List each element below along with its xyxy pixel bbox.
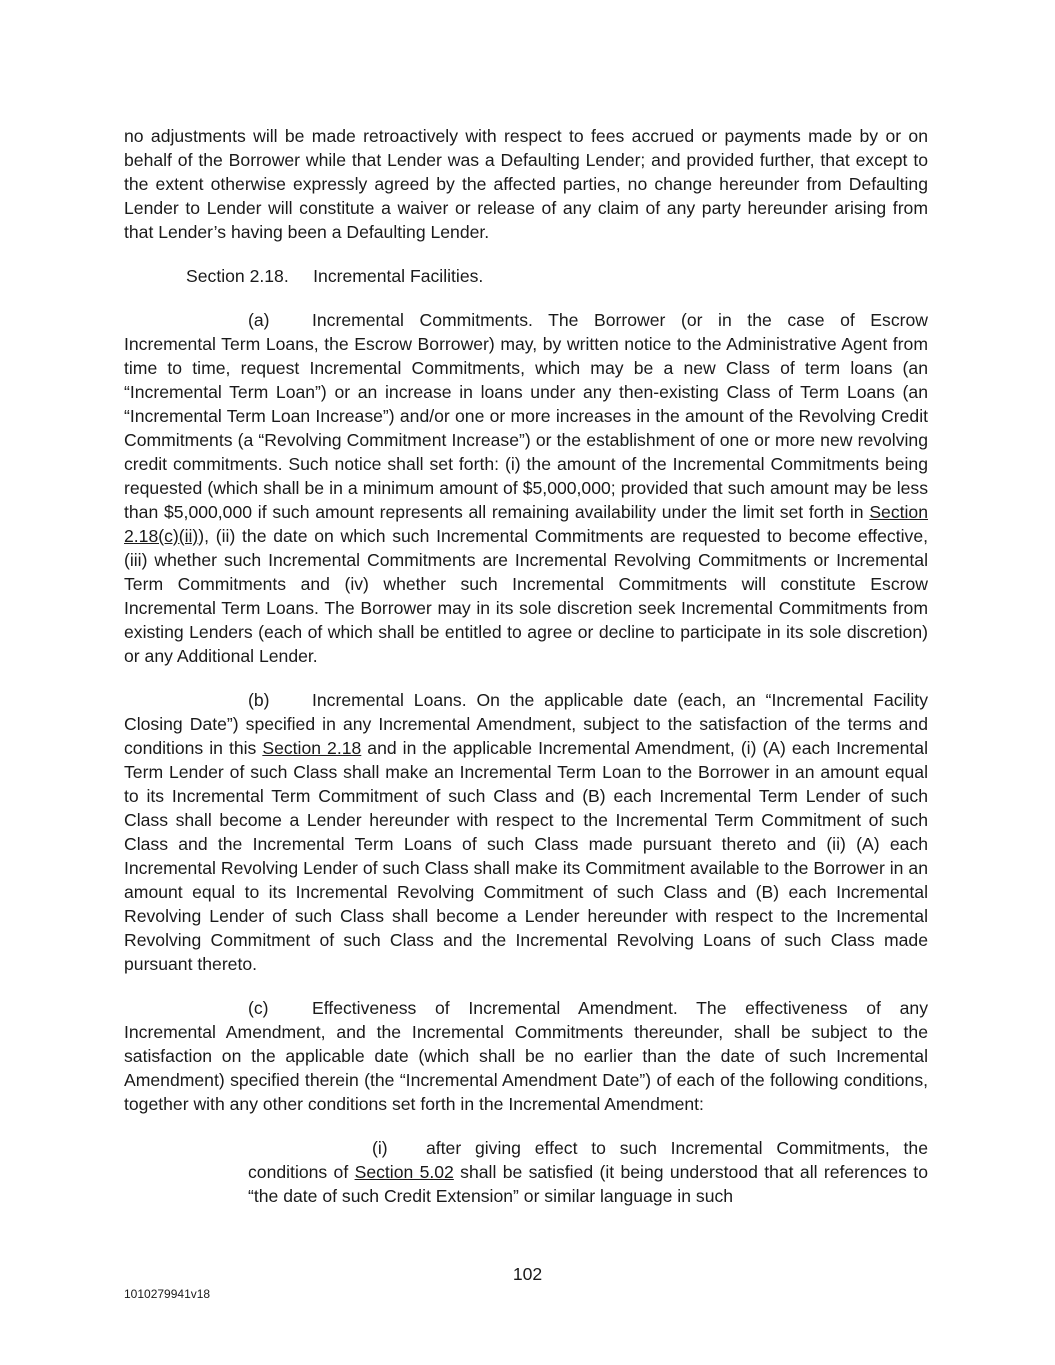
page-number: 102: [512, 1264, 543, 1284]
section-heading: [124, 264, 928, 288]
paragraph-intro: [124, 124, 928, 244]
paragraph-c: [124, 996, 928, 1116]
paragraph-a-text-1: Incremental Commitments. The Borrower (or in the case of Escrow Incremental Term Loans, the Escrow Borrower) may, by written notice to the Administrative Agent from time to time, request Incremental Commitments, which may be a new Class of term loans (an “Incremental Term Loan”) or an increase in loans under any then-existing Class of Term Loans (an “Incremental Term Loan Increase”) and/or one or more increases in the amount of the Revolving Credit Commitments (a “Revolving Commitment Increase”) or the establishment of one or more new revolving credit commitments. Such notice shall set forth: (i) the amount of the Incremental Commitments being requested (which shall be in a minimum amount of $5,000,000; provided that such amount may be less than $5,000,000 if such amount represents all remaining availability under the limit set forth in: [124, 310, 928, 522]
section-reference-5-02[interactable]: Section 5.02: [354, 1162, 454, 1182]
paragraph-a-text-2: ), (ii) the date on which such Incremental Commitments are requested to become effective, (iii) whether such Incremental Commitments are Incremental Revolving Commitments or Incremental Term Commitments and (iv) whether such Incremental Commitments will constitute Escrow Incremental Term Loans. The Borrower may in its sole discretion seek Incremental Commitments from existing Lenders (each of which shall be entitled to agree or decline to participate in its sole discretion) or any Additional Lender.: [124, 526, 928, 666]
paragraph-b-label: (b): [248, 690, 270, 710]
paragraph-c-label: (c): [248, 998, 269, 1018]
clause-i-text-1: after giving effect to such Incremental Commitments, the conditions of: [248, 1138, 928, 1182]
clause-i-text-2: shall be satisfied (it being understood that all references to “the date of such Credit Extension” or similar language in such: [248, 1162, 928, 1206]
clause-i: [248, 1136, 928, 1208]
section-reference-2-18-c-ii[interactable]: Section 2.18(c)(ii): [124, 502, 928, 546]
document-id: 1010279941v18: [124, 1287, 211, 1301]
clause-i-label: (i): [372, 1138, 388, 1158]
document-page: [124, 124, 928, 1208]
paragraph-intro-text: no adjustments will be made retroactively with respect to fees accrued or payments made by or on behalf of the Borrower while that Lender was a Defaulting Lender; and provided further, that except to the extent otherwise expressly agreed by the affected parties, no change hereunder from Defaulting Lender to Lender will constitute a waiver or release of any claim of any party hereunder arising from that Lender’s having been a Defaulting Lender.: [124, 126, 928, 242]
paragraph-b-text-1: Incremental Loans. On the applicable date (each, an “Incremental Facility Closing Date”) specified in any Incremental Amendment, subject to the satisfaction of the terms and conditions in this: [124, 690, 928, 758]
section-number: Section 2.18.: [186, 266, 289, 286]
paragraph-a: [124, 308, 928, 668]
paragraph-c-text: Effectiveness of Incremental Amendment. The effectiveness of any Incremental Amendment, and the Incremental Commitments thereunder, shall be subject to the satisfaction on the applicable date (which shall be no earlier than the date of such Incremental Amendment) specified therein (the “Incremental Amendment Date”) of each of the following conditions, together with any other conditions set forth in the Incremental Amendment:: [124, 998, 928, 1114]
paragraph-b: [124, 688, 928, 976]
section-reference-2-18[interactable]: Section 2.18: [262, 738, 362, 758]
paragraph-b-text-2: and in the applicable Incremental Amendment, (i) (A) each Incremental Term Lender of such Class shall make an Incremental Term Loan to the Borrower in an amount equal to its Incremental Term Commitment of such Class and (B) each Incremental Term Lender of such Class shall become a Lender hereunder with respect to the Incremental Term Commitment of such Class and the Incremental Term Loans of such Class made pursuant thereto and (ii) (A) each Incremental Revolving Lender of such Class shall make its Commitment available to the Borrower in an amount equal to its Incremental Revolving Commitment of such Class and (B) each Incremental Revolving Lender of such Class shall become a Lender hereunder with respect to the Incremental Revolving Commitment of such Class and the Incremental Revolving Loans of such Class made pursuant thereto.: [124, 738, 929, 974]
paragraph-a-label: (a): [248, 310, 270, 330]
section-title: Incremental Facilities.: [313, 266, 484, 286]
